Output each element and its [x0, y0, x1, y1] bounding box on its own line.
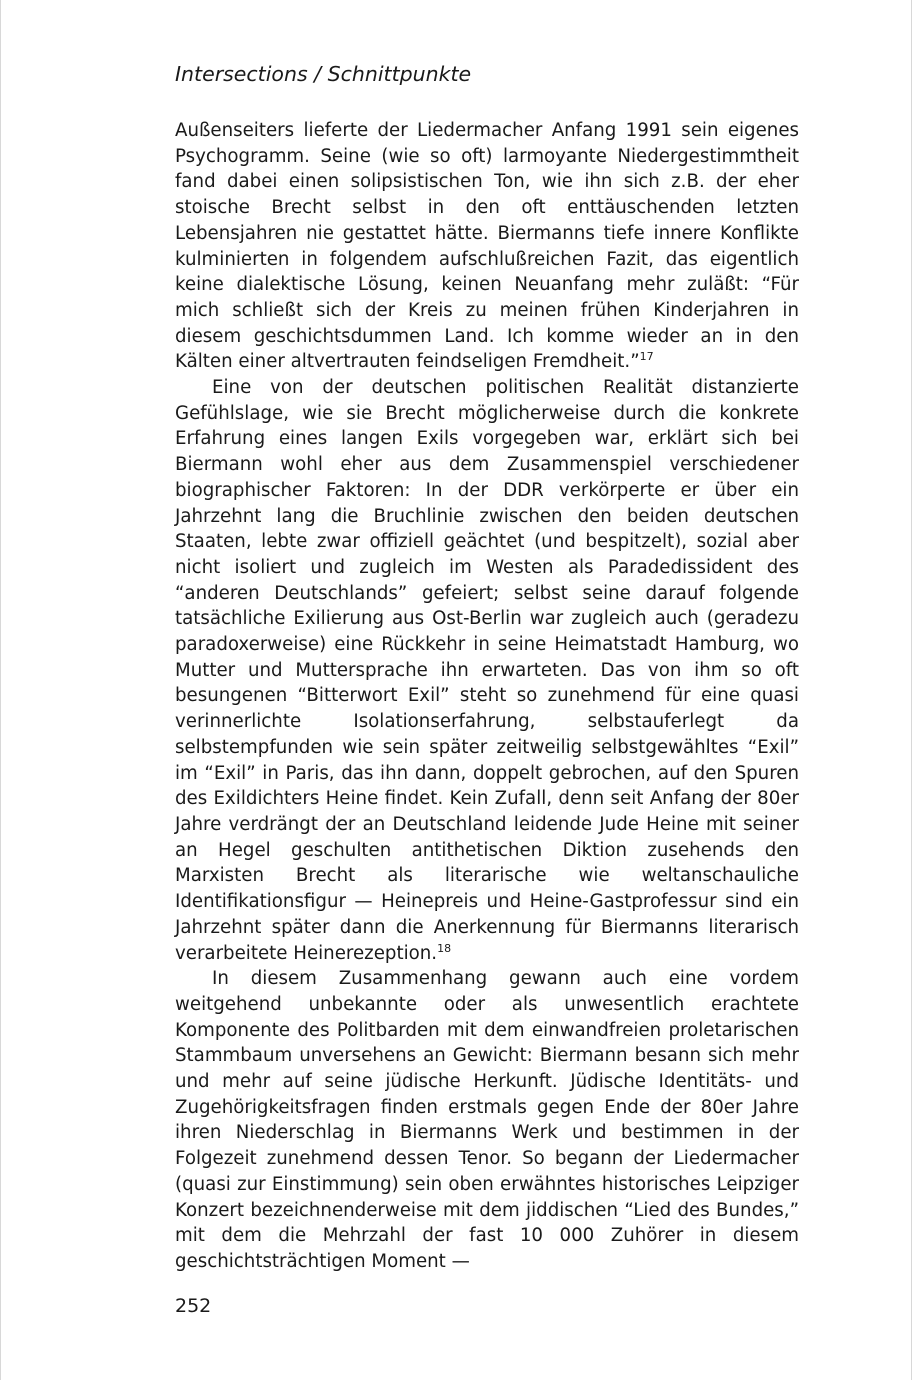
paragraph-2 — [175, 375, 799, 966]
paragraph-2-text: Eine von der deutschen politischen Realität distanzierte Gefühlslage, wie sie Brecht möglicherweise durch die konkrete Erfahrung eines langen Exils vorgegeben war, erklärt sich bei Biermann wohl eher aus dem Zusammenspiel verschiedener biographischer Faktoren: In der DDR verkörperte er über ein Jahrzehnt lang die Bruchlinie zwischen den beiden deutschen Staaten, lebte zwar offiziell geächtet (und bespitzelt), sozial aber nicht isoliert und zugleich im Westen als Paradedissident des “anderen Deutschlands” gefeiert; selbst seine darauf folgende tatsächliche Exilierung aus Ost-Berlin war zugleich auch (geradezu paradoxerweise) eine Rückkehr in seine Heimatstadt Hamburg, wo Mutter und Muttersprache ihn erwarteten. Das von ihm so oft besungenen “Bitterwort Exil” steht so zunehmend für eine quasi verinnerlichte Isolationserfahrung, selbstauferlegt da selbstempfunden wie sein später zeitweilig selbstgewähltes “Exil” im “Exil” in Paris, das ihn dann, doppelt gebrochen, auf den Spuren des Exildichters Heine findet. Kein Zufall, denn seit Anfang der 80er Jahre verdrängt der an Deutschland leidende Jude Heine mit seiner an Hegel geschulten antithetischen Diktion zusehends den Marxisten Brecht als literarische wie weltanschauliche Identifikationsfigur — Heinepreis und Heine-Gastprofessur sind ein Jahrzehnt später dann die Anerkennung für Biermanns literarisch verarbeitete Heinerezeption. — [175, 377, 799, 964]
page-left-edge — [0, 0, 1, 1380]
paragraph-1 — [175, 118, 799, 375]
page-number: 252 — [175, 1295, 212, 1317]
paragraph-3-text: In diesem Zusammenhang gewann auch eine vordem weitgehend unbekannte oder als unwesentlich erachtete Komponente des Politbarden mit dem einwandfreien proletarischen Stammbaum unversehens an Gewicht: Biermann besann sich mehr und mehr auf seine jüdische Herkunft. Jüdische Identitäts- und Zugehörigkeitsfragen finden erstmals gegen Ende der 80er Jahre ihren Niederschlag in Biermanns Werk und bestimmen in der Folgezeit zunehmend dessen Tenor. So begann der Liedermacher (quasi zur Einstimmung) sein oben erwähntes historisches Leipziger Konzert bezeichnenderweise mit dem jiddischen “Lied des Bundes,” mit dem die Mehrzahl der fast 10 000 Zuhörer in diesem geschichtsträchtigen Moment — — [175, 968, 799, 1272]
footnote-ref-17: 17 — [639, 350, 654, 364]
footnote-ref-18: 18 — [437, 941, 452, 955]
paragraph-3 — [175, 966, 799, 1274]
paragraph-1-text: Außenseiters lieferte der Liedermacher Anfang 1991 sein eigenes Psychogramm. Seine (wie so oft) larmoyante Niedergestimmtheit fand dabei einen solipsistischen Ton, wie ihn sich z.B. der eher stoische Brecht selbst in den oft enttäuschenden letzten Lebensjahren nie gestattet hätte. Biermanns tiefe innere Konflikte kulminierten in folgendem aufschlußreichen Fazit, das eigentlich keine dialektische Lösung, keinen Neuanfang mehr zuläßt: “Für mich schließt sich der Kreis zu meinen frühen Kinderjahren in diesem geschichtsdummen Land. Ich komme wieder an in den Kälten einer altvertrauten feindseligen Fremdheit.” — [175, 120, 799, 373]
running-header-title: Intersections / Schnittpunkte — [175, 62, 472, 86]
body-text — [175, 118, 799, 1275]
